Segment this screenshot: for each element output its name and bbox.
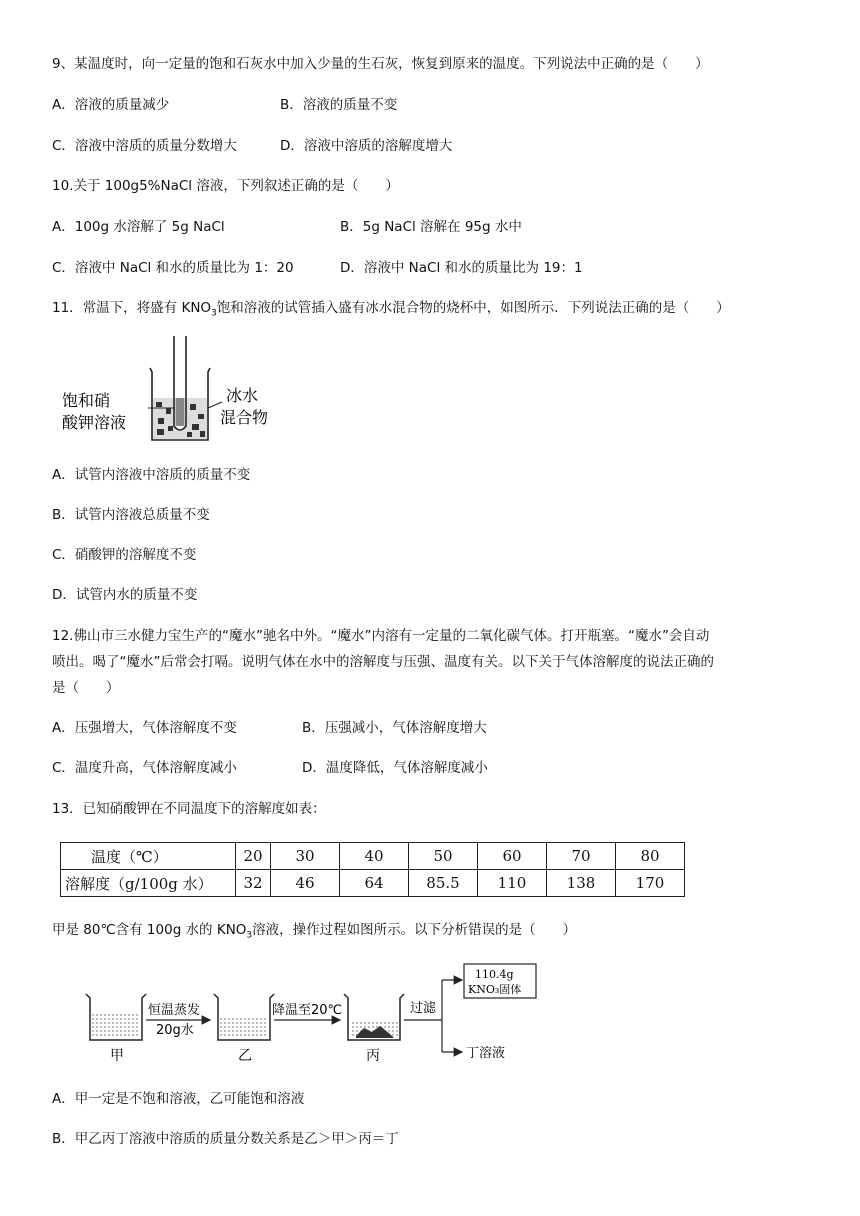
solubility-cell: 170 (616, 870, 685, 897)
q9-option-d: D．溶液中溶质的溶解度增大 (280, 138, 453, 154)
filtrate-ding-label: 丁溶液 (466, 1046, 506, 1061)
solubility-cell: 46 (271, 870, 340, 897)
q9-option-b: B．溶液的质量不变 (280, 97, 398, 113)
q10-option-d: D．溶液中 NaCl 和水的质量比为 19：1 (340, 260, 583, 276)
step-water-amount-label: 20g水 (156, 1023, 194, 1038)
step-evaporate-label: 恒温蒸发 (148, 1003, 201, 1018)
step-cool-label: 降温至20℃ (272, 1003, 343, 1018)
solubility-row (61, 870, 685, 897)
solubility-header: 溶解度（g/100g 水） (61, 870, 236, 897)
temperature-row (61, 843, 685, 870)
q12-option-a: A．压强增大，气体溶解度不变 (52, 720, 237, 736)
q13-option-a: A．甲一定是不饱和溶液，乙可能饱和溶液 (52, 1091, 305, 1107)
q10-stem: 10.关于 100g5%NaCl 溶液，下列叙述正确的是（ ） (52, 178, 399, 194)
temp-cell: 70 (547, 843, 616, 870)
q10-option-a: A．100g 水溶解了 5g NaCl (52, 219, 225, 235)
solubility-cell: 138 (547, 870, 616, 897)
q11-stem: 11．常温下，将盛有 $KNO_3$饱和溶液的试管插入盛有冰水混合物的烧杯中，如图所示．下列说法正确的是（ ） (52, 300, 730, 319)
solid-kno3-label: KNO₃固体 (468, 983, 522, 996)
process-flow-figure (80, 962, 540, 1072)
q11-option-b: B．试管内溶液总质量不变 (52, 507, 210, 523)
q13-option-b: B．甲乙丙丁溶液中溶质的质量分数关系是乙＞甲＞丙＝丁 (52, 1131, 399, 1147)
q9-stem: 9、某温度时，向一定量的饱和石灰水中加入少量的生石灰，恢复到原来的温度。下列说法中正确的是（ ） (52, 56, 709, 72)
temp-cell: 20 (236, 843, 271, 870)
temp-cell: 80 (616, 843, 685, 870)
q11-option-c: C．硝酸钾的溶解度不变 (52, 547, 197, 563)
test-tube-in-beaker-figure (62, 336, 282, 446)
q13-stem: 13．已知硝酸钾在不同温度下的溶解度如表： (52, 801, 326, 817)
temp-cell: 40 (340, 843, 409, 870)
q10-option-c: C．溶液中 NaCl 和水的质量比为 1：20 (52, 260, 294, 276)
label-mixture: 混合物 (220, 408, 269, 427)
temperature-header: 温度（℃） (61, 843, 236, 870)
q9-option-a: A．溶液的质量减少 (52, 97, 170, 113)
solubility-cell: 85.5 (409, 870, 478, 897)
q11-option-a: A．试管内溶液中溶质的质量不变 (52, 467, 251, 483)
temp-cell: 50 (409, 843, 478, 870)
q13-description: 甲是 80℃含有 100g 水的 $KNO_3$溶液，操作过程如图所示。以下分析错误的是（ ） (52, 922, 577, 941)
solubility-table (60, 842, 685, 897)
q12-stem-line1: 12.佛山市三水健力宝生产的“魔水”驰名中外。“魔水”内溶有一定量的二氧化碳气体。打开瓶塞。“魔水”会自动 (52, 628, 710, 644)
label-saturated-kno3: 饱和硝 (62, 391, 111, 410)
q12-stem-line2: 喷出。喝了“魔水”后常会打嗝。说明气体在水中的溶解度与压强、温度有关。以下关于气体溶解度的说法正确的 (52, 654, 714, 670)
step-filter-label: 过滤 (410, 1001, 437, 1016)
q12-option-d: D．温度降低，气体溶解度减小 (302, 760, 488, 776)
solid-mass-label: 110.4g (475, 968, 514, 981)
temp-cell: 30 (271, 843, 340, 870)
label-ice-water: 冰水 (226, 386, 259, 405)
q12-option-c: C．温度升高，气体溶解度减小 (52, 760, 237, 776)
q9-option-c: C．溶液中溶质的质量分数增大 (52, 138, 237, 154)
beaker-bing-label: 丙 (366, 1048, 380, 1064)
solubility-cell: 110 (478, 870, 547, 897)
q10-option-b: B．5g NaCl 溶解在 95g 水中 (340, 219, 522, 235)
q12-stem-line3: 是（ ） (52, 680, 120, 696)
beaker-jia-label: 甲 (110, 1048, 124, 1064)
label-potassium-nitrate-solution: 酸钾溶液 (62, 413, 127, 432)
q11-option-d: D．试管内水的质量不变 (52, 587, 198, 603)
solubility-cell: 32 (236, 870, 271, 897)
beaker-yi-label: 乙 (238, 1048, 252, 1064)
temp-cell: 60 (478, 843, 547, 870)
q12-option-b: B．压强减小，气体溶解度增大 (302, 720, 487, 736)
solubility-cell: 64 (340, 870, 409, 897)
